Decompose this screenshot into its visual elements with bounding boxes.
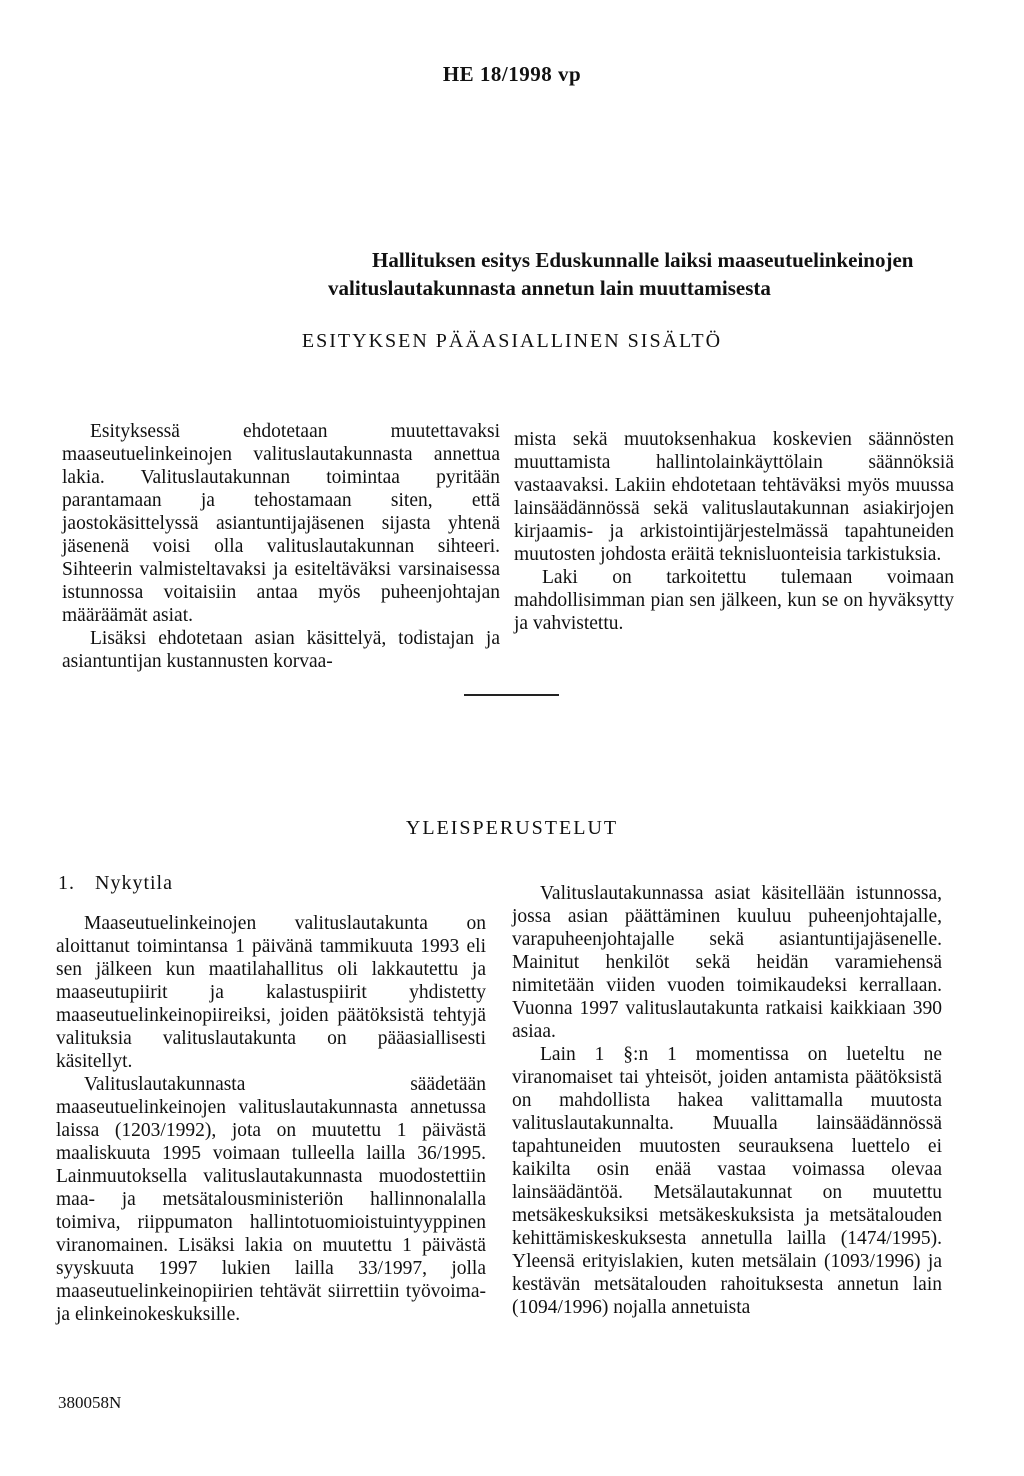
summary-heading: ESITYKSEN PÄÄASIALLINEN SISÄLTÖ — [301, 330, 723, 352]
summary-paragraph: Laki on tarkoitettu tulemaan voimaan mahdollisimman pian sen jälkeen, kun se on hyväksytty ja vahvistettu. — [514, 567, 954, 634]
section-divider — [464, 694, 559, 696]
summary-paragraph: Esityksessä ehdotetaan muutettavaksi maaseutuelinkeinojen valituslautakunnasta annettua lakia. Valituslautakunnan toimintaa pyritään parantamaan ja tehostamaan siten, että jaostokäsittelyssä asiantuntijajäsenen sijasta yhtenä jäsenenä voisi olla valituslautakunnan sihteeri. Sihteerin valmisteltavaksi ja esiteltäväksi varsinaisessa istunnossa voitaisiin antaa myös puheenjohtajan määräämät asiat. — [62, 421, 500, 626]
body-paragraph: Valituslautakunnassa asiat käsitellään istunnossa, jossa asian päättäminen kuuluu puheenjohtajalle, varapuheenjohtajalle sekä asiantuntijajäsenelle. Mainitut henkilöt sekä heidän varamiehensä nimitetään viiden vuoden toimikaudeksi kerrallaan. Vuonna 1997 valituslautakunta ratkaisi kaikkiaan 390 asiaa. — [512, 883, 942, 1042]
footer-code: 380058N — [58, 1393, 122, 1412]
body-left-column — [56, 912, 486, 1326]
section-1-heading — [58, 872, 173, 895]
body-paragraph: Valituslautakunnasta säädetään maaseutuelinkeinojen valituslautakunnasta annetussa laissa (1203/1992), jota on muutettu 1 päivästä maaliskuuta 1995 voimaan tulleella lailla 36/1995. Lainmuutoksella valituslautakunnasta muodostettiin maa- ja metsätalousministeriön hallinnonalalla toimiva, riippumaton hallintotuomioistuintyyppinen viranomainen. Lisäksi lakia on muutettu 1 päivästä syyskuuta 1997 lukien lailla 33/1997, jolla maaseutuelinkeinopiirien tehtävät siirrettiin työvoima- ja elinkeinokeskuksille. — [56, 1074, 486, 1325]
document-title — [328, 246, 968, 302]
summary-paragraph: Lisäksi ehdotetaan asian käsittelyä, todistajan ja asiantuntijan kustannusten korvaa- — [62, 628, 500, 672]
body-right-column — [512, 882, 942, 1319]
body-paragraph: Maaseutuelinkeinojen valituslautakunta on aloittanut toimintansa 1 päivänä tammikuuta 1993 eli sen jälkeen kun maatilahallitus oli lakkautettu ja maaseutupiirit ja kalastuspiirit yhdistetty maaseutuelinkeinopiireiksi, joiden päätöksistä tehtyjä valituksia valituslautakunta on pääasiallisesti käsitellyt. — [56, 913, 486, 1072]
title-line-1: Hallituksen esitys Eduskunnalle laiksi maaseutuelinkeinojen — [372, 248, 914, 272]
general-heading: YLEISPERUSTELUT — [405, 817, 619, 839]
title-line-2: valituslautakunnasta annetun lain muuttamisesta — [328, 276, 771, 300]
summary-left-column — [62, 420, 500, 673]
section-number: 1. — [58, 872, 75, 894]
section-title: Nykytila — [95, 872, 173, 894]
body-paragraph: Lain 1 §:n 1 momentissa on lueteltu ne viranomaiset tai yhteisöt, joiden antamista päätöksistä on mahdollista hakea valittamalla muutosta valituslautakunnalta. Muualla lainsäädännössä tapahtuneiden muutosten seurauksena luettelo ei kaikilta osin enää vastaa voimassa olevaa lainsäädäntöä. Metsälautakunnat on muutettu metsäkeskuksiksi metsäkeskuksista ja metsätalouden kehittämiskeskuksesta annetulla lailla (1474/1995). Yleensä erityislakien, kuten metsälain (1093/1996) ja kestävän metsätalouden rahoituksesta annetun lain (1094/1996) nojalla annetuista — [512, 1044, 942, 1318]
summary-right-column — [514, 428, 954, 635]
document-id: HE 18/1998 vp — [442, 62, 582, 86]
summary-paragraph: mista sekä muutoksenhakua koskevien säännösten muuttamista hallintolainkäyttölain säännöksiä vastaavaksi. Lakiin ehdotetaan tehtäväksi myös muussa lainsäädännössä sekä valituslautakunnan asiakirjojen kirjaamis- ja arkistointijärjestelmässä tapahtuneiden muutosten johdosta eräitä teknisluonteisia tarkistuksia. — [514, 429, 954, 565]
